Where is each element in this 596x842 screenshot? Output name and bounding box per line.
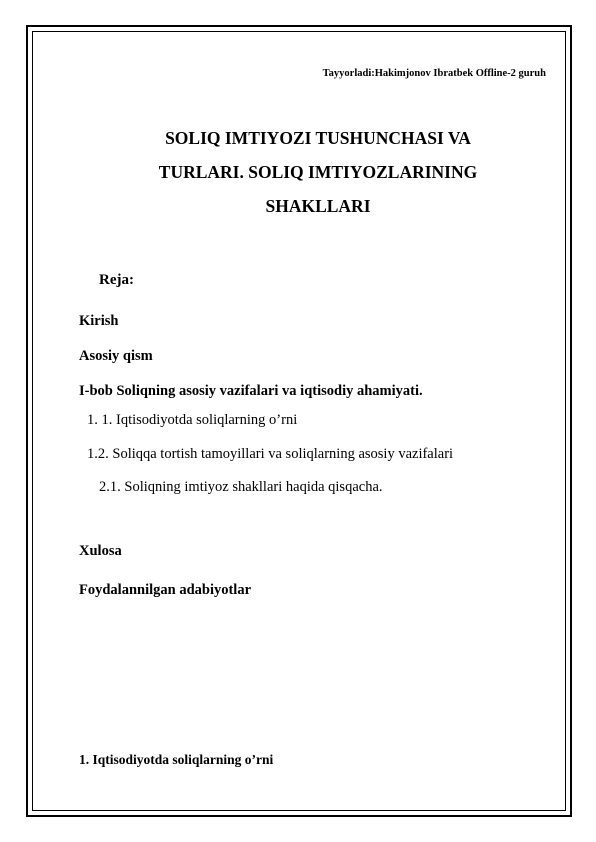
outline-references: Foydalannilgan adabiyotlar [79,582,252,598]
outline-conclusion: Xulosa [79,543,122,559]
document-title [80,121,556,223]
outline-chapter-1: I-bob Soliqning asosiy vazifalari va iqtisodiy ahamiyati. [79,383,423,399]
author-line: Tayyorladi:Hakimjonov Ibratbek Offline-2 guruh [322,68,546,79]
outline-main-part: Asosiy qism [79,348,153,364]
outline-item-2-1: 2.1. Soliqning imtiyoz shakllari haqida qisqacha. [99,479,383,495]
plan-heading: Reja: [99,272,134,288]
outline-item-1-2: 1.2. Soliqqa tortish tamoyillari va soliqlarning asosiy vazifalari [87,446,454,462]
title-line-2: TURLARI. SOLIQ IMTIYOZLARINING [158,162,478,182]
title-line-3: SHAKLLARI [265,196,371,216]
outline-intro: Kirish [79,313,119,329]
title-line-1: SOLIQ IMTIYOZI TUSHUNCHASI VA [165,128,471,148]
outline-item-1-1: 1. 1. Iqtisodiyotda soliqlarning o’rni [87,412,298,428]
section-heading: 1. Iqtisodiyotda soliqlarning o’rni [79,752,274,767]
